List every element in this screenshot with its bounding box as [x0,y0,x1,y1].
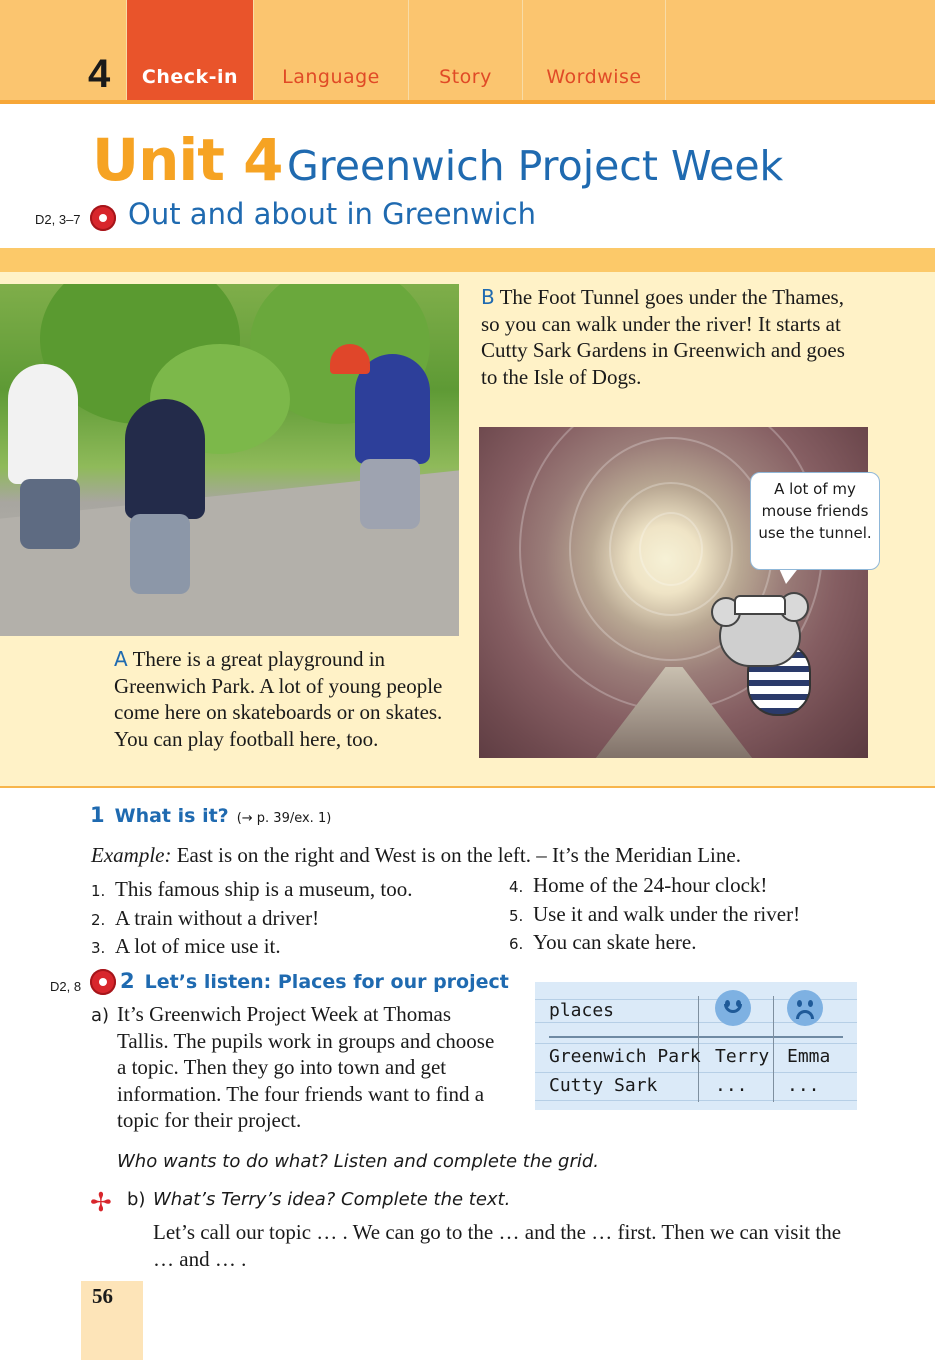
cd-icon[interactable] [90,969,116,995]
part-b-text: Let’s call our topic … . We can go to the … and the … first. Then we can visit the … and … . [153,1220,842,1271]
part-a-label: a) [91,1005,110,1026]
caption-b [481,284,851,390]
part-a-instruction: Who wants to do what? Listen and complete the grid. [117,1151,599,1172]
list-item: 6. You can skate here. [509,930,697,954]
example-text: East is on the right and West is on the left. – It’s the Meridian Line. [176,843,741,867]
tab-language[interactable]: Language [253,0,408,100]
tab-check-in[interactable]: Check-in [126,0,253,100]
example-label: Example: [91,843,172,867]
grid-row-sad: Emma [787,1046,831,1067]
tab-story[interactable]: Story [408,0,522,100]
list-item: 4. Home of the 24-hour clock! [509,873,768,897]
park-skaters-photo [0,284,459,636]
places-grid [535,982,857,1110]
list-item: 3. A lot of mice use it. [91,934,281,958]
cd-icon[interactable] [90,205,116,231]
exercise-1-heading [90,803,331,827]
part-b-label: b) [127,1189,146,1210]
exercise-1-number: 1 [90,803,105,827]
track-reference: D2, 3–7 [35,212,81,227]
grid-row-place: Cutty Sark [549,1075,658,1096]
divider [0,786,935,788]
page-number: 56 [92,1284,113,1308]
caption-b-text: The Foot Tunnel goes under the Thames, so you can walk under the river! It starts at Cutty Sark Gardens in Greenwich and goes to the Isle of Dogs. [481,285,845,389]
exercise-1-reference: (→ p. 39/ex. 1) [236,811,332,826]
pinwheel-icon: ✢ [90,1188,112,1218]
grid-row-happy: Terry [715,1046,770,1067]
exercise-1-list-right [509,872,919,958]
exercise-1-list-left [91,876,491,962]
part-a-text: It’s Greenwich Project Week at Thomas Tallis. The pupils work in groups and choose a topic. Then they go into town and get information. The four friends want to find a topic for their project. [117,1002,495,1132]
exercise-2-heading [120,969,509,993]
exercise-2-number: 2 [120,969,135,993]
unit-number: 4 [88,52,111,96]
speech-bubble: A lot of my mouse friends use the tunnel. [750,472,880,570]
exercise-1-example [91,842,891,869]
sad-face-icon [787,990,823,1026]
part-b-instruction: What’s Terry’s idea? Complete the text. [153,1189,511,1210]
grid-row-place: Greenwich Park [549,1046,701,1067]
unit-title: Greenwich Project Week [287,142,784,190]
tab-wordwise[interactable]: Wordwise [522,0,666,100]
list-item: 5. Use it and walk under the river! [509,901,801,926]
caption-a-text: There is a great playground in Greenwich Park. A lot of young people come here on skateboards or on skates. You can play football here, too. [114,647,443,751]
grid-row-happy: ... [715,1075,748,1096]
exercise-2-title: Let’s listen: Places for our project [144,971,509,993]
page-subtitle: Out and about in Greenwich [128,197,537,231]
header-band [0,248,935,272]
caption-a [114,646,454,752]
list-item: 1. This famous ship is a museum, too. [91,877,413,901]
unit-label: Unit 4 [92,126,283,194]
grid-row-sad: ... [787,1075,820,1096]
list-item: 2. A train without a driver! [91,905,320,930]
grid-header-places: places [549,1000,615,1021]
caption-a-letter: A [114,647,128,671]
exercise-2-track-reference: D2, 8 [50,979,82,994]
happy-face-icon [715,990,751,1026]
exercise-1-title: What is it? [114,805,229,827]
caption-b-letter: B [481,285,495,309]
